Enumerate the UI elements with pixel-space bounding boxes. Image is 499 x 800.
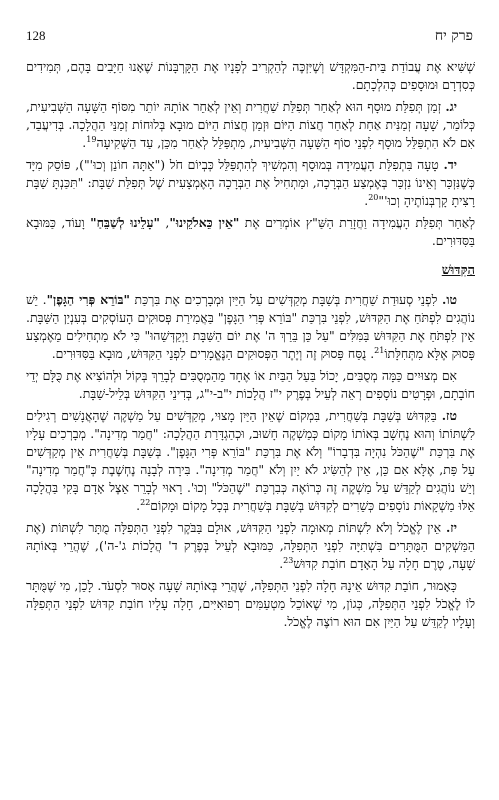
paragraph-text: טָעָה בִּתְפִלַּת הָעֲמִידָה בְּמוּסָף וְהִמְשִׁיךְ לְהִתְפַּלֵּל כְּבְיוֹם חֹל ("אַתָּה חוֹנֵן וְכוּ'"), פּוֹסֵק מִיָּד כְּשֶׁנִּזְכַּר וְאֵינוֹ נִזְכַּר בְּאֶמְצַע הַבְּרָכָה, וּמַתְחִיל אֶת הַבְּרָכָה הָאֶמְצָעִית שֶׁל תְּפִלַּת שַׁבָּת: "תִּכַּנְתָּ שַׁבָּת רָצִיתָ קָרְבְּנוֹתֶיהָ וְכוּ'": [26, 157, 475, 209]
paragraph-15-continued: אִם מְצוּיִים כַּמָּה מְסֻבִּים, יָכוֹל בַּעַל הַבַּיִת אוֹ אֶחָד מֵהַמְסֻבִּים לְבָרֵךְ בְּקוֹל וּלְהוֹצִיא אֶת כֻּלָּם יְדֵי חוֹבָתָם, וּפְרָטִים נוֹסָפִים רְאֵה לְעֵיל בְּפֶרֶק י"ז הֲלָכוֹת י"ב-י"ג, בְּדִינֵי הַקִּדּוּשׁ בְּלֵיל-שַׁבָּת.: [26, 367, 475, 401]
paragraph-text: אֵין לֶאֱכֹל וְלֹא לִשְׁתּוֹת מְאוּמָה לִפְנֵי הַקִּדּוּשׁ, אוּלָם בַּבֹּקֶר לִפְנֵי הַתְּפִלָּה מֻתָּר לִשְׁתּוֹת (אֶת הַמַּשְׁקִים הַמֻּתָּרִים בִּשְׁתִיָּה לִפְנֵי הַתְּפִלָּה, כַּמּוּבָא לְעֵיל בְּפֶרֶק ד' הֲלָכוֹת ג'-ה'), שֶׁהֲרֵי בְּאוֹתָהּ שָׁעָה, טֶרֶם חָלָה עַל הָאָדָם חוֹבַת קִדּוּשׁ: [26, 520, 475, 572]
paragraph-13: יג. זְמַן תְּפִלַּת מוּסָף הוּא לְאַחַר תְּפִלַּת שַׁחֲרִית וְאֵין לְאַחֵר אוֹתָהּ יוֹתֵר מִסּוֹף הַשָּׁעָה הַשְּׁבִיעִית, כְּלוֹמַר, שָׁעָה זְמַנִּית אַחַת לְאַחַר חֲצוֹת הַיּוֹם וּזְמַן חֲצוֹת הַיּוֹם מוּבָא בְּלוּחוֹת זְמַנֵּי הַהֲלָכָה. בְּדִיעֲבַד, אִם לֹא הִתְפַּלֵּל מוּסָף לִפְנֵי סוֹף הַשָּׁעָה הַשְּׁבִיעִית, מִתְפַּלֵּל לְאַחַר מִכֵּן, עַד הַשְּׁקִיעָה$^{19}$.: [26, 99, 475, 151]
paragraph-number: טו.: [442, 291, 457, 307]
page-header: [26, 26, 473, 46]
section-title: הַקִּדּוּשׁ: [441, 263, 475, 279]
paragraph-17-continued: כָּאָמוּר, חוֹבַת קִדּוּשׁ אֵינָהּ חָלָה לִפְנֵי הַתְּפִלָּה, שֶׁהֲרֵי בְּאוֹתָהּ שָׁעָה אָסוּר לִסְעֹד. לָכֵן, מִי שֶׁמֻּתָּר לוֹ לֶאֱכֹל לִפְנֵי הַתְּפִלָּה, כְּגוֹן, מִי שֶׁאוֹכֵל מַטְעַמִּים רְפוּאִיִּים, חָלָה עָלָיו חוֹבַת קִדּוּשׁ לִפְנֵי הַתְּפִלָּה וְעָלָיו לְקַדֵּשׁ עַל הַיַּיִן אִם הוּא רוֹצֶה לֶאֱכֹל.: [26, 578, 475, 630]
chapter-heading: פרק יח: [434, 27, 473, 44]
paragraph-text: ,: [159, 215, 170, 231]
page-number: 128: [26, 28, 46, 43]
prayer-name: "אֵין כֵּאלֹקֵינוּ": [169, 215, 240, 231]
paragraph-number: יז.: [445, 520, 457, 536]
paragraph-text: . יֵשׁ נוֹהֲגִים לִפְתֹּחַ אֶת הַקִּדּוּשׁ, לִפְנֵי בִּרְכַּת "בּוֹרֵא פְּרִי הַגָּפֶן" בַּאֲמִירַת פְּסוּקִים הָעוֹסְקִים בְּעִנְיַן הַשַּׁבָּת. אֵין לִפְתֹּחַ אֶת הַקִּדּוּשׁ בַּמִּלִּים "עַל כֵּן בֵּרַךְ ה' אֶת יוֹם הַשַּׁבָּת וַיְקַדְּשֵׁהוּ" כִּי לֹא מַתְחִילִים מֵאֶמְצַע פָּסוּק אֶלָּא מִתְּחִלָּתוֹ: [26, 291, 475, 361]
paragraph-17: יז. אֵין לֶאֱכֹל וְלֹא לִשְׁתּוֹת מְאוּמָה לִפְנֵי הַקִּדּוּשׁ, אוּלָם בַּבֹּקֶר לִפְנֵי הַתְּפִלָּה מֻתָּר לִשְׁתּוֹת (אֶת הַמַּשְׁקִים הַמֻּתָּרִים בִּשְׁתִיָּה לִפְנֵי הַתְּפִלָּה, כַּמּוּבָא לְעֵיל בְּפֶרֶק ד' הֲלָכוֹת ג'-ה'), שֶׁהֲרֵי בְּאוֹתָהּ שָׁעָה, טֶרֶם חָלָה עַל הָאָדָם חוֹבַת קִדּוּשׁ$^{23}$.: [26, 520, 475, 572]
paragraph-continuation: שְׁשִּׁיא אֶת עֲבוֹדַת בֵּית-הַמִּקְדָּשׁ וְשֶׁיִּזְכֶּה לְהַקְרִיב לְפָנָיו אֶת הַקָּרְבָּנוֹת שֶׁאָנוּ חַיָּבִים בָּהֶם, תְּמִידִים כְּסִדְרָם וּמוּסָפִים כְּהִלְכָתָם.: [26, 59, 475, 93]
paragraph-text: וָעוֹד, כַּמּוּבָא בַּסִּדּוּרִים.: [26, 215, 475, 249]
paragraph-text: לִפְנֵי סְעוּדַת שַׁחֲרִית בְּשַׁבָּת מְקַדְּשִׁים עַל הַיַּיִן וּמְבָרְכִים אֶת בִּרְכַּת: [129, 291, 438, 307]
paragraph-14: יד. טָעָה בִּתְפִלַּת הָעֲמִידָה בְּמוּסָף וְהִמְשִׁיךְ לְהִתְפַּלֵּל כְּבְיוֹם חֹל ("אַתָּה חוֹנֵן וְכוּ'"), פּוֹסֵק מִיָּד כְּשֶׁנִּזְכַּר וְאֵינוֹ נִזְכַּר בְּאֶמְצַע הַבְּרָכָה, וּמַתְחִיל אֶת הַבְּרָכָה הָאֶמְצָעִית שֶׁל תְּפִלַּת שַׁבָּת: "תִּכַּנְתָּ שַׁבָּת רָצִיתָ קָרְבְּנוֹתֶיהָ וְכוּ'"$^{20}$.: [26, 157, 475, 209]
prayer-name: "עָלֵינוּ לְשַׁבֵּחַ": [90, 215, 160, 231]
paragraph-text: . נֻסַּח פָּסוּק זֶה וְיֶתֶר הַפְּסוּקִים הַנֶּאֱמָרִים לִפְנֵי הַקִּדּוּשׁ, מוּבָא בַּסִּדּוּרִים.: [51, 345, 375, 361]
paragraph-text: בַּקִּדּוּשׁ בְּשַׁבָּת בְּשַׁחֲרִית, בִּמְקוֹם שֶׁאֵין הַיַּיִן מָצוּי, מְקַדְּשִׁים עַל מַשְׁקֶה שֶׁהָאֲנָשִׁים רְגִילִים לִשְׁתּוֹתוֹ וְהוּא נֶחְשָׁב בְּאוֹתוֹ מָקוֹם כְּמַשְׁקֶה חָשׁוּב, וּכְהַגְדָּרַת הַהֲלָכָה: "חֲמַר מְדִינָה". מְבָרְכִים עָלָיו אֶת בִּרְכַּת "שֶׁהַכֹּל נִהְיָה בִּדְבָרוֹ" וְלֹא אֶת בִּרְכַּת "בּוֹרֵא פְּרִי הַגָּפֶן". בְּשַׁבָּת בְּשַׁחֲרִית אֵין מְקַדְּשִׁים עַל פַּת, אֶלָּא אִם כֵּן, אֵין לְהַשִּׂיג לֹא יַיִן וְלֹא "חֲמַר מְדִינָה". בִּירָה לְבָנָה נֶחְשֶׁבֶת כְּ"חֲמַר מְדִינָה" וְיֵשׁ נוֹהֲגִים לְקַדֵּשׁ עַל מַשְׁקֶה זֶה כְּרוֹאֶה כְּבִרְכַּת "שֶׁהַכֹּל" וְכוּ'. רָאוּי לְבָרֵר אֵצֶל אָדָם בָּקִי בַּהֲלָכָה אֵלּוּ מַשְׁקָאוֹת נוֹסָפִים כְּשֵׁרִים לְקִדּוּשׁ בְּשַׁבָּת בְּשַׁחֲרִית בְּכָל מָקוֹם וּמָקוֹם: [26, 407, 475, 514]
paragraph-text: לְאַחַר תְּפִלַּת הָעֲמִידָה וַחֲזָרַת הַשַּׁ"ץ אוֹמְרִים אֶת: [239, 215, 475, 231]
footnote-marker: 23: [283, 556, 294, 566]
paragraph-number: יד.: [443, 157, 457, 173]
paragraph-number: טז.: [441, 407, 457, 423]
blessing-name: "בּוֹרֵא פְּרִי הַגָּפֶן": [46, 291, 130, 307]
paragraph-text: זְמַן תְּפִלַּת מוּסָף הוּא לְאַחַר תְּפִלַּת שַׁחֲרִית וְאֵין לְאַחֵר אוֹתָהּ יוֹתֵר מִסּוֹף הַשָּׁעָה הַשְּׁבִיעִית, כְּלוֹמַר, שָׁעָה זְמַנִּית אַחַת לְאַחַר חֲצוֹת הַיּוֹם וּזְמַן חֲצוֹת הַיּוֹם מוּבָא בְּלוּחוֹת זְמַנֵּי הַהֲלָכָה. בְּדִיעֲבַד, אִם לֹא הִתְפַּלֵּל מוּסָף לִפְנֵי סוֹף הַשָּׁעָה הַשְּׁבִיעִית, מִתְפַּלֵּל לְאַחַר מִכֵּן, עַד הַשְּׁקִיעָה: [26, 99, 475, 151]
footnote-marker: 19: [86, 135, 97, 145]
footnote-marker: 21: [374, 345, 385, 355]
paragraph-15: [26, 291, 475, 363]
main-text: [26, 58, 475, 635]
footnote-marker: 20: [368, 193, 379, 203]
footnote-marker: 22: [140, 497, 151, 507]
paragraph-16: טז. בַּקִּדּוּשׁ בְּשַׁבָּת בְּשַׁחֲרִית, בִּמְקוֹם שֶׁאֵין הַיַּיִן מָצוּי, מְקַדְּשִׁים עַל מַשְׁקֶה שֶׁהָאֲנָשִׁים רְגִילִים לִשְׁתּוֹתוֹ וְהוּא נֶחְשָׁב בְּאוֹתוֹ מָקוֹם כְּמַשְׁקֶה חָשׁוּב, וּכְהַגְדָּרַת הַהֲלָכָה: "חֲמַר מְדִינָה". מְבָרְכִים עָלָיו אֶת בִּרְכַּת "שֶׁהַכֹּל נִהְיָה בִּדְבָרוֹ" וְלֹא אֶת בִּרְכַּת "בּוֹרֵא פְּרִי הַגָּפֶן". בְּשַׁבָּת בְּשַׁחֲרִית אֵין מְקַדְּשִׁים עַל פַּת, אֶלָּא אִם כֵּן, אֵין לְהַשִּׂיג לֹא יַיִן וְלֹא "חֲמַר מְדִינָה". בִּירָה לְבָנָה נֶחְשֶׁבֶת כְּ"חֲמַר מְדִינָה" וְיֵשׁ נוֹהֲגִים לְקַדֵּשׁ עַל מַשְׁקֶה זֶה כְּרוֹאֶה כְּבִרְכַּת "שֶׁהַכֹּל" וְכוּ'. רָאוּי לְבָרֵר אֵצֶל אָדָם בָּקִי בַּהֲלָכָה אֵלּוּ מַשְׁקָאוֹת נוֹסָפִים כְּשֵׁרִים לְקִדּוּשׁ בְּשַׁבָּת בְּשַׁחֲרִית בְּכָל מָקוֹם וּמָקוֹם$^{22}$.: [26, 407, 475, 514]
paragraph-after-amidah: [26, 214, 475, 250]
paragraph-number: יג.: [445, 99, 457, 115]
